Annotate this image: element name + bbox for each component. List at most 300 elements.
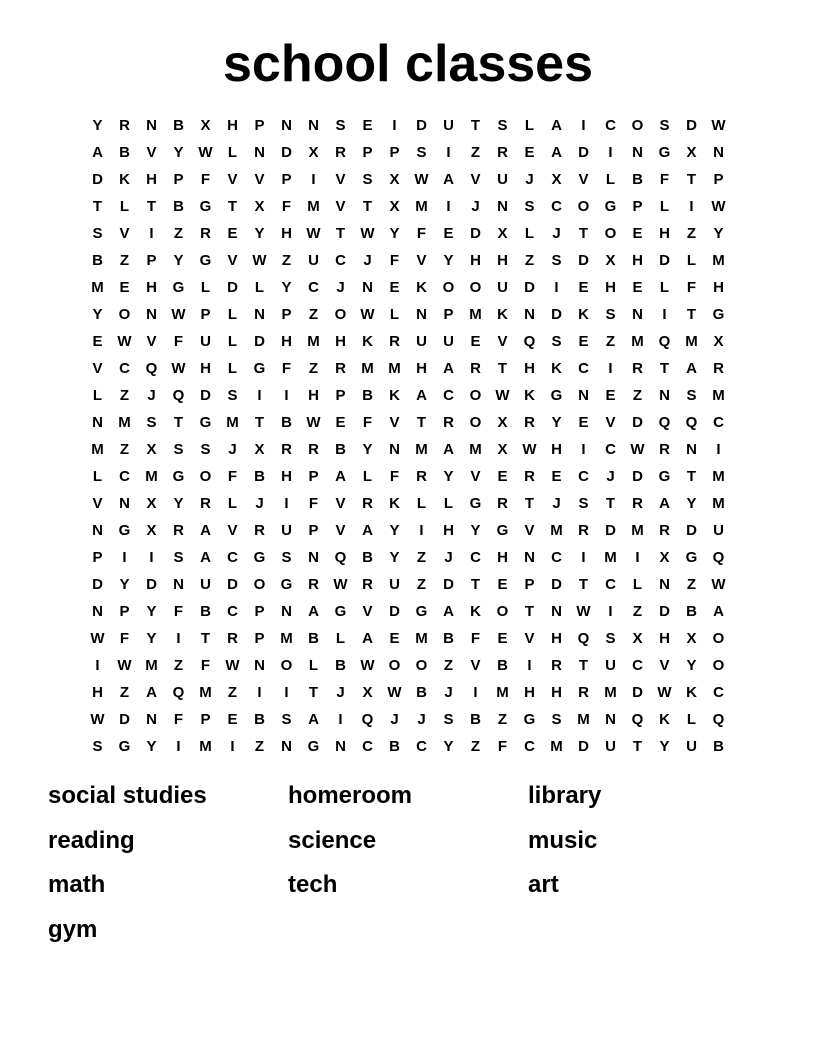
grid-letter[interactable]: N <box>281 117 292 134</box>
grid-letter[interactable]: N <box>389 441 400 458</box>
grid-letter[interactable]: U <box>497 279 508 296</box>
grid-letter[interactable]: D <box>632 684 643 701</box>
grid-letter[interactable]: J <box>228 441 237 458</box>
grid-letter[interactable]: D <box>659 252 670 269</box>
grid-letter[interactable]: R <box>659 441 670 458</box>
grid-letter[interactable]: R <box>632 360 643 377</box>
grid-letter[interactable]: B <box>497 657 508 674</box>
grid-letter[interactable]: O <box>604 225 617 242</box>
grid-letter[interactable]: C <box>335 252 346 269</box>
grid-letter[interactable]: A <box>200 522 211 539</box>
grid-letter[interactable]: D <box>632 414 643 431</box>
grid-letter[interactable]: M <box>415 441 428 458</box>
grid-letter[interactable]: L <box>632 576 643 593</box>
grid-letter[interactable]: D <box>254 333 265 350</box>
grid-letter[interactable]: I <box>419 522 424 539</box>
grid-letter[interactable]: O <box>199 468 212 485</box>
grid-letter[interactable]: S <box>659 117 670 134</box>
grid-letter[interactable]: Y <box>443 738 454 755</box>
grid-letter[interactable]: R <box>632 495 643 512</box>
grid-letter[interactable]: W <box>360 657 375 674</box>
grid-letter[interactable]: S <box>524 198 535 215</box>
grid-letter[interactable]: H <box>632 252 643 269</box>
grid-letter[interactable]: Z <box>119 684 130 701</box>
grid-letter[interactable]: M <box>577 711 590 728</box>
grid-letter[interactable]: X <box>308 144 319 161</box>
grid-letter[interactable]: E <box>119 279 130 296</box>
grid-letter[interactable]: Q <box>658 414 671 431</box>
grid-letter[interactable]: W <box>630 441 645 458</box>
grid-letter[interactable]: C <box>713 684 724 701</box>
grid-letter[interactable]: H <box>281 333 292 350</box>
grid-letter[interactable]: R <box>497 495 508 512</box>
grid-letter[interactable]: N <box>146 306 157 323</box>
grid-letter[interactable]: L <box>227 495 238 512</box>
grid-letter[interactable]: R <box>200 225 211 242</box>
grid-letter[interactable]: E <box>578 414 589 431</box>
grid-letter[interactable]: X <box>497 225 508 242</box>
grid-letter[interactable]: P <box>308 522 319 539</box>
grid-letter[interactable]: M <box>199 738 212 755</box>
grid-letter[interactable]: B <box>173 117 184 134</box>
grid-letter[interactable]: A <box>686 360 697 377</box>
grid-letter[interactable]: R <box>551 657 562 674</box>
grid-letter[interactable]: E <box>497 576 508 593</box>
grid-letter[interactable]: W <box>387 684 402 701</box>
grid-letter[interactable]: J <box>606 468 615 485</box>
grid-letter[interactable]: L <box>686 711 697 728</box>
grid-letter[interactable]: E <box>227 711 238 728</box>
grid-letter[interactable]: I <box>608 144 613 161</box>
grid-letter[interactable]: N <box>335 738 346 755</box>
grid-letter[interactable]: R <box>362 495 373 512</box>
grid-letter[interactable]: X <box>389 198 400 215</box>
grid-letter[interactable]: B <box>389 738 400 755</box>
grid-letter[interactable]: P <box>335 387 346 404</box>
grid-letter[interactable]: T <box>686 171 697 188</box>
grid-letter[interactable]: P <box>254 117 265 134</box>
grid-letter[interactable]: R <box>443 414 454 431</box>
grid-letter[interactable]: W <box>117 333 132 350</box>
grid-letter[interactable]: N <box>308 549 319 566</box>
grid-letter[interactable]: H <box>227 117 238 134</box>
grid-letter[interactable]: E <box>632 225 643 242</box>
grid-letter[interactable]: I <box>554 279 559 296</box>
grid-letter[interactable]: R <box>281 441 292 458</box>
grid-letter[interactable]: R <box>200 495 211 512</box>
grid-letter[interactable]: N <box>362 279 373 296</box>
grid-letter[interactable]: I <box>176 738 181 755</box>
grid-letter[interactable]: R <box>335 360 346 377</box>
grid-letter[interactable]: S <box>605 306 616 323</box>
grid-letter[interactable]: H <box>497 252 508 269</box>
grid-letter[interactable]: Z <box>632 603 643 620</box>
grid-letter[interactable]: G <box>199 252 212 269</box>
grid-letter[interactable]: Q <box>172 387 185 404</box>
grid-letter[interactable]: Z <box>416 549 427 566</box>
grid-letter[interactable]: O <box>496 603 509 620</box>
grid-letter[interactable]: L <box>254 279 265 296</box>
grid-letter[interactable]: C <box>578 468 589 485</box>
grid-letter[interactable]: H <box>605 279 616 296</box>
grid-letter[interactable]: L <box>389 306 400 323</box>
grid-letter[interactable]: M <box>469 441 482 458</box>
grid-letter[interactable]: Y <box>173 495 184 512</box>
grid-letter[interactable]: U <box>443 333 454 350</box>
grid-letter[interactable]: T <box>173 414 184 431</box>
grid-letter[interactable]: I <box>95 657 100 674</box>
grid-letter[interactable]: P <box>254 630 265 647</box>
grid-letter[interactable]: R <box>713 360 724 377</box>
grid-letter[interactable]: L <box>119 198 130 215</box>
grid-letter[interactable]: T <box>659 360 670 377</box>
grid-letter[interactable]: Q <box>712 711 725 728</box>
grid-letter[interactable]: W <box>171 306 186 323</box>
grid-letter[interactable]: D <box>92 576 103 593</box>
grid-letter[interactable]: T <box>524 603 535 620</box>
grid-letter[interactable]: M <box>145 468 158 485</box>
grid-letter[interactable]: Y <box>443 252 454 269</box>
grid-letter[interactable]: N <box>254 657 265 674</box>
grid-letter[interactable]: W <box>576 603 591 620</box>
grid-letter[interactable]: H <box>497 549 508 566</box>
grid-letter[interactable]: R <box>308 576 319 593</box>
grid-letter[interactable]: W <box>414 171 429 188</box>
grid-letter[interactable]: M <box>712 468 725 485</box>
grid-letter[interactable]: A <box>713 603 724 620</box>
grid-letter[interactable]: A <box>146 684 157 701</box>
grid-letter[interactable]: X <box>713 333 724 350</box>
grid-letter[interactable]: B <box>119 144 130 161</box>
grid-letter[interactable]: O <box>118 306 131 323</box>
grid-letter[interactable]: Y <box>146 630 157 647</box>
grid-letter[interactable]: S <box>173 549 184 566</box>
grid-letter[interactable]: I <box>338 711 343 728</box>
grid-letter[interactable]: Z <box>443 657 454 674</box>
grid-letter[interactable]: C <box>605 576 616 593</box>
grid-letter[interactable]: H <box>551 684 562 701</box>
grid-letter[interactable]: W <box>252 252 267 269</box>
grid-letter[interactable]: P <box>281 306 292 323</box>
grid-letter[interactable]: T <box>227 198 238 215</box>
grid-letter[interactable]: L <box>659 198 670 215</box>
grid-letter[interactable]: R <box>416 468 427 485</box>
grid-letter[interactable]: N <box>173 576 184 593</box>
grid-letter[interactable]: G <box>415 603 428 620</box>
grid-letter[interactable]: W <box>495 387 510 404</box>
grid-letter[interactable]: N <box>524 549 535 566</box>
grid-letter[interactable]: I <box>473 684 478 701</box>
grid-letter[interactable]: Z <box>416 576 427 593</box>
grid-letter[interactable]: V <box>92 360 103 377</box>
grid-letter[interactable]: T <box>362 198 373 215</box>
grid-letter[interactable]: U <box>308 252 319 269</box>
grid-letter[interactable]: F <box>659 171 670 188</box>
grid-letter[interactable]: I <box>608 360 613 377</box>
grid-letter[interactable]: B <box>335 657 346 674</box>
grid-letter[interactable]: C <box>632 657 643 674</box>
grid-letter[interactable]: E <box>524 144 535 161</box>
grid-letter[interactable]: N <box>146 117 157 134</box>
grid-letter[interactable]: L <box>92 468 103 485</box>
grid-letter[interactable]: X <box>362 684 373 701</box>
grid-letter[interactable]: K <box>389 387 400 404</box>
grid-letter[interactable]: G <box>496 522 509 539</box>
grid-letter[interactable]: S <box>443 711 454 728</box>
grid-letter[interactable]: I <box>446 144 451 161</box>
grid-letter[interactable]: L <box>362 468 373 485</box>
grid-letter[interactable]: I <box>392 117 397 134</box>
grid-letter[interactable]: F <box>686 279 697 296</box>
grid-letter[interactable]: B <box>443 630 454 647</box>
grid-letter[interactable]: H <box>443 522 454 539</box>
grid-letter[interactable]: K <box>416 279 427 296</box>
grid-letter[interactable]: S <box>362 171 373 188</box>
grid-letter[interactable]: D <box>119 711 130 728</box>
grid-letter[interactable]: C <box>443 387 454 404</box>
grid-letter[interactable]: W <box>225 657 240 674</box>
grid-letter[interactable]: A <box>443 603 454 620</box>
grid-letter[interactable]: O <box>442 279 455 296</box>
grid-letter[interactable]: G <box>712 306 725 323</box>
grid-letter[interactable]: J <box>336 279 345 296</box>
grid-letter[interactable]: A <box>200 549 211 566</box>
grid-letter[interactable]: K <box>551 360 562 377</box>
grid-letter[interactable]: L <box>227 360 238 377</box>
grid-letter[interactable]: O <box>280 657 293 674</box>
grid-letter[interactable]: B <box>281 414 292 431</box>
grid-letter[interactable]: Q <box>631 711 644 728</box>
grid-letter[interactable]: V <box>335 171 346 188</box>
grid-letter[interactable]: I <box>311 171 316 188</box>
grid-letter[interactable]: I <box>122 549 127 566</box>
grid-letter[interactable]: U <box>389 576 400 593</box>
grid-letter[interactable]: C <box>119 468 130 485</box>
grid-letter[interactable]: Z <box>281 252 292 269</box>
grid-letter[interactable]: I <box>689 198 694 215</box>
grid-letter[interactable]: E <box>389 279 400 296</box>
grid-letter[interactable]: M <box>550 738 563 755</box>
grid-letter[interactable]: M <box>712 495 725 512</box>
grid-letter[interactable]: D <box>443 576 454 593</box>
grid-letter[interactable]: J <box>552 495 561 512</box>
grid-letter[interactable]: L <box>686 252 697 269</box>
grid-letter[interactable]: G <box>658 468 671 485</box>
grid-letter[interactable]: H <box>335 333 346 350</box>
grid-letter[interactable]: N <box>632 306 643 323</box>
grid-letter[interactable]: U <box>416 333 427 350</box>
grid-letter[interactable]: I <box>446 198 451 215</box>
grid-letter[interactable]: M <box>496 684 509 701</box>
grid-letter[interactable]: S <box>281 549 292 566</box>
grid-letter[interactable]: Z <box>119 441 130 458</box>
grid-letter[interactable]: F <box>227 468 238 485</box>
grid-letter[interactable]: H <box>659 225 670 242</box>
grid-letter[interactable]: N <box>497 198 508 215</box>
grid-letter[interactable]: T <box>605 495 616 512</box>
grid-letter[interactable]: U <box>281 522 292 539</box>
grid-letter[interactable]: W <box>171 360 186 377</box>
grid-letter[interactable]: V <box>92 495 103 512</box>
grid-letter[interactable]: A <box>659 495 670 512</box>
grid-letter[interactable]: H <box>551 630 562 647</box>
grid-letter[interactable]: M <box>145 657 158 674</box>
grid-letter[interactable]: B <box>254 711 265 728</box>
grid-letter[interactable]: B <box>632 171 643 188</box>
grid-letter[interactable]: C <box>605 117 616 134</box>
grid-letter[interactable]: M <box>118 414 131 431</box>
grid-letter[interactable]: A <box>443 360 454 377</box>
grid-letter[interactable]: T <box>686 306 697 323</box>
grid-letter[interactable]: Y <box>551 414 562 431</box>
grid-letter[interactable]: G <box>199 198 212 215</box>
grid-letter[interactable]: X <box>605 252 616 269</box>
grid-letter[interactable]: E <box>92 333 103 350</box>
grid-letter[interactable]: Q <box>712 549 725 566</box>
grid-letter[interactable]: W <box>360 306 375 323</box>
grid-letter[interactable]: B <box>200 603 211 620</box>
grid-letter[interactable]: I <box>635 549 640 566</box>
grid-letter[interactable]: F <box>416 225 427 242</box>
grid-letter[interactable]: G <box>307 738 320 755</box>
grid-letter[interactable]: C <box>227 603 238 620</box>
grid-letter[interactable]: D <box>200 387 211 404</box>
grid-letter[interactable]: Q <box>523 333 536 350</box>
grid-letter[interactable]: Y <box>713 225 724 242</box>
grid-letter[interactable]: G <box>118 738 131 755</box>
grid-letter[interactable]: W <box>90 630 105 647</box>
grid-letter[interactable]: W <box>711 198 726 215</box>
grid-letter[interactable]: M <box>469 306 482 323</box>
grid-letter[interactable]: T <box>146 198 157 215</box>
grid-letter[interactable]: P <box>632 198 643 215</box>
grid-letter[interactable]: H <box>146 171 157 188</box>
grid-letter[interactable]: R <box>362 576 373 593</box>
grid-letter[interactable]: L <box>308 657 319 674</box>
grid-letter[interactable]: O <box>577 198 590 215</box>
grid-letter[interactable]: R <box>335 144 346 161</box>
grid-letter[interactable]: S <box>200 441 211 458</box>
grid-letter[interactable]: T <box>524 495 535 512</box>
grid-letter[interactable]: H <box>551 441 562 458</box>
grid-letter[interactable]: X <box>146 441 157 458</box>
grid-letter[interactable]: E <box>551 468 562 485</box>
grid-letter[interactable]: U <box>443 117 454 134</box>
grid-letter[interactable]: D <box>578 738 589 755</box>
grid-letter[interactable]: I <box>284 387 289 404</box>
grid-letter[interactable]: W <box>657 684 672 701</box>
grid-letter[interactable]: G <box>523 711 536 728</box>
grid-letter[interactable]: J <box>363 252 372 269</box>
grid-letter[interactable]: F <box>470 630 481 647</box>
grid-letter[interactable]: H <box>524 684 535 701</box>
grid-letter[interactable]: E <box>389 630 400 647</box>
grid-letter[interactable]: R <box>173 522 184 539</box>
grid-letter[interactable]: P <box>200 711 211 728</box>
grid-letter[interactable]: I <box>662 306 667 323</box>
grid-letter[interactable]: Y <box>686 495 697 512</box>
grid-letter[interactable]: N <box>119 495 130 512</box>
grid-letter[interactable]: D <box>578 144 589 161</box>
grid-letter[interactable]: O <box>253 576 266 593</box>
grid-letter[interactable]: J <box>390 711 399 728</box>
grid-letter[interactable]: D <box>227 279 238 296</box>
grid-letter[interactable]: A <box>551 117 562 134</box>
grid-letter[interactable]: N <box>605 711 616 728</box>
grid-letter[interactable]: V <box>119 225 130 242</box>
grid-letter[interactable]: S <box>92 738 103 755</box>
grid-letter[interactable]: I <box>284 684 289 701</box>
grid-letter[interactable]: T <box>686 468 697 485</box>
grid-letter[interactable]: J <box>336 684 345 701</box>
grid-letter[interactable]: K <box>578 306 589 323</box>
grid-letter[interactable]: G <box>118 522 131 539</box>
grid-letter[interactable]: J <box>552 225 561 242</box>
grid-letter[interactable]: F <box>200 657 211 674</box>
grid-letter[interactable]: R <box>659 522 670 539</box>
grid-letter[interactable]: O <box>334 306 347 323</box>
grid-letter[interactable]: R <box>524 414 535 431</box>
grid-letter[interactable]: S <box>146 414 157 431</box>
grid-letter[interactable]: M <box>712 387 725 404</box>
grid-letter[interactable]: E <box>443 225 454 242</box>
grid-letter[interactable]: J <box>525 171 534 188</box>
grid-letter[interactable]: P <box>389 144 400 161</box>
grid-letter[interactable]: Y <box>659 738 670 755</box>
grid-letter[interactable]: N <box>254 306 265 323</box>
grid-letter[interactable]: L <box>227 306 238 323</box>
grid-letter[interactable]: Q <box>685 414 698 431</box>
grid-letter[interactable]: I <box>581 441 586 458</box>
grid-letter[interactable]: H <box>146 279 157 296</box>
grid-letter[interactable]: Y <box>389 522 400 539</box>
grid-letter[interactable]: G <box>604 198 617 215</box>
grid-letter[interactable]: K <box>524 387 535 404</box>
grid-letter[interactable]: F <box>119 630 130 647</box>
grid-letter[interactable]: D <box>146 576 157 593</box>
grid-letter[interactable]: Z <box>470 738 481 755</box>
grid-letter[interactable]: O <box>469 414 482 431</box>
grid-letter[interactable]: N <box>659 387 670 404</box>
grid-letter[interactable]: E <box>605 387 616 404</box>
grid-letter[interactable]: I <box>527 657 532 674</box>
grid-letter[interactable]: C <box>524 738 535 755</box>
grid-letter[interactable]: Q <box>577 630 590 647</box>
grid-letter[interactable]: V <box>362 603 373 620</box>
grid-letter[interactable]: V <box>659 657 670 674</box>
grid-letter[interactable]: Z <box>497 711 508 728</box>
grid-letter[interactable]: E <box>578 279 589 296</box>
grid-letter[interactable]: T <box>578 657 589 674</box>
grid-letter[interactable]: Q <box>334 549 347 566</box>
grid-letter[interactable]: T <box>335 225 346 242</box>
grid-letter[interactable]: D <box>578 252 589 269</box>
grid-letter[interactable]: I <box>284 495 289 512</box>
grid-letter[interactable]: Z <box>173 225 184 242</box>
grid-letter[interactable]: I <box>257 684 262 701</box>
grid-letter[interactable]: B <box>470 711 481 728</box>
grid-letter[interactable]: A <box>362 630 373 647</box>
grid-letter[interactable]: W <box>306 225 321 242</box>
grid-letter[interactable]: Z <box>254 738 265 755</box>
grid-letter[interactable]: Z <box>119 387 130 404</box>
grid-letter[interactable]: X <box>551 171 562 188</box>
grid-letter[interactable]: H <box>92 684 103 701</box>
grid-letter[interactable]: Q <box>172 684 185 701</box>
grid-letter[interactable]: X <box>632 630 643 647</box>
grid-letter[interactable]: L <box>92 387 103 404</box>
grid-letter[interactable]: D <box>659 603 670 620</box>
